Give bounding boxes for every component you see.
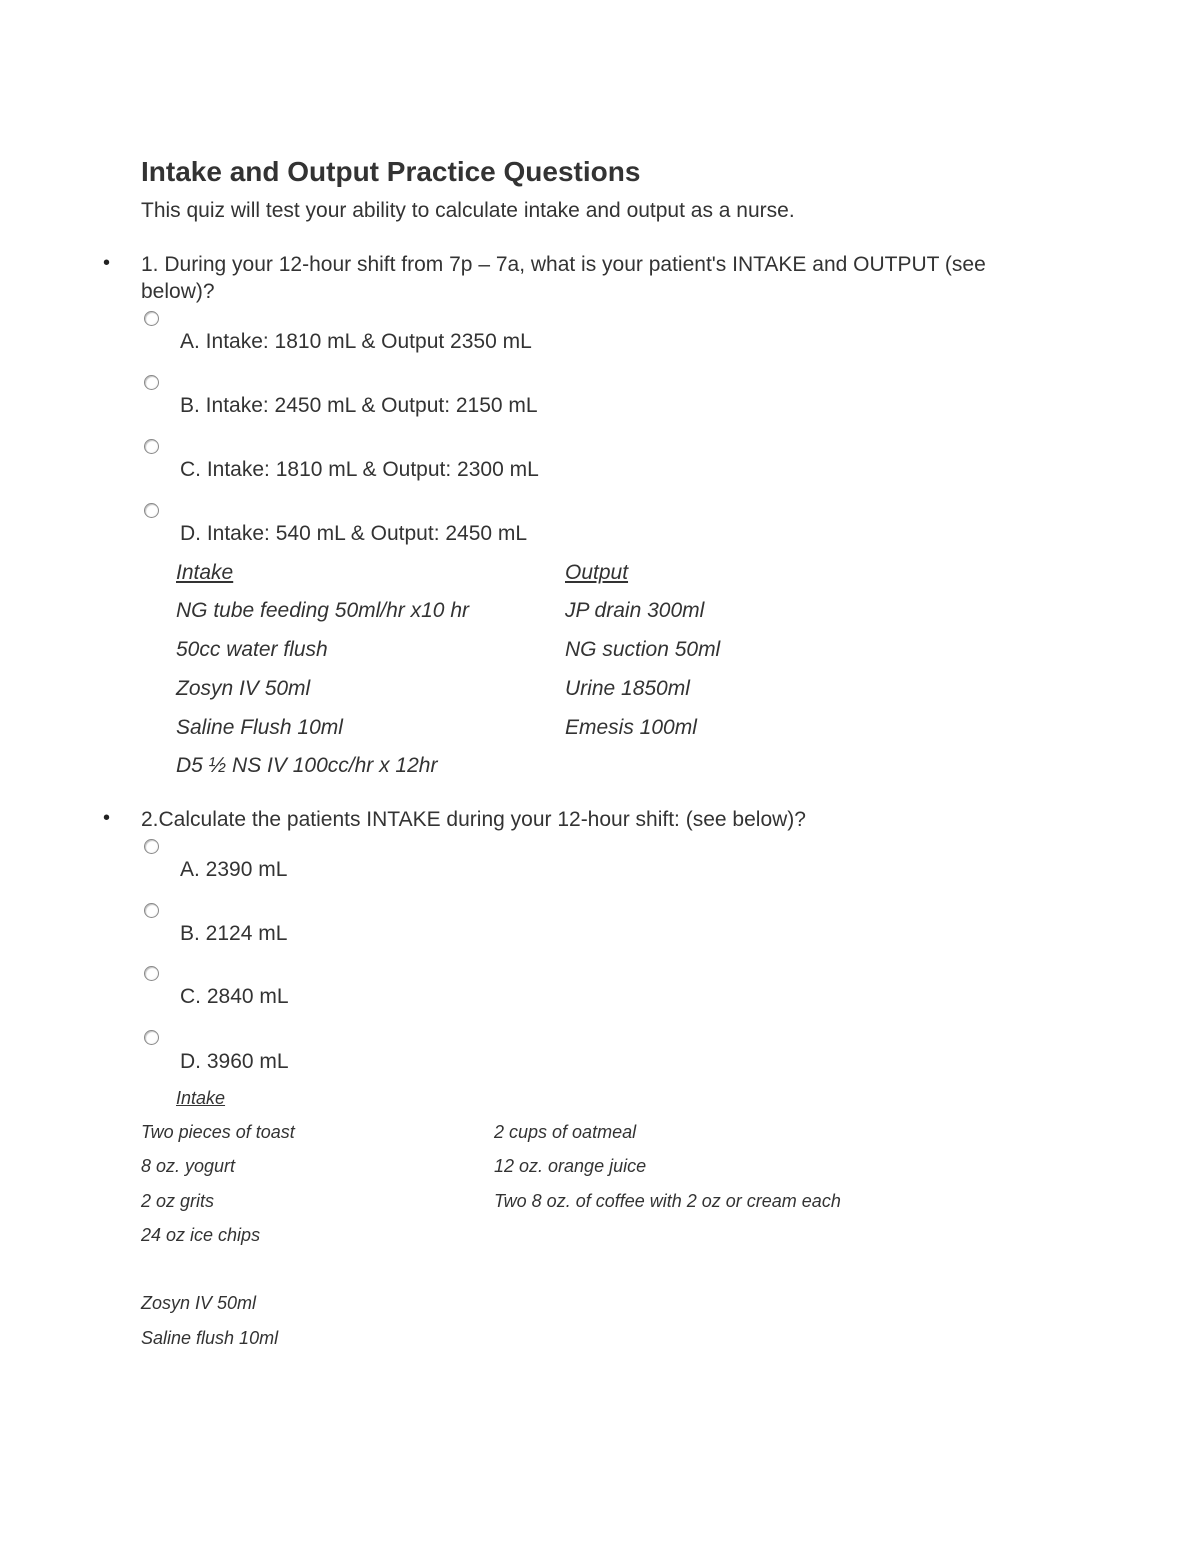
radio-q2-d[interactable] (144, 1030, 159, 1045)
q2-intake-item: Two 8 oz. of coffee with 2 oz or cream each (494, 1191, 841, 1211)
q1-output-item: NG suction 50ml (565, 638, 721, 661)
option-q2-b: B. 2124 mL (180, 922, 288, 945)
q2-intake-item: 2 oz grits (141, 1191, 215, 1211)
radio-q1-b[interactable] (144, 375, 159, 390)
radio-q1-a[interactable] (144, 311, 159, 326)
bullet-icon: • (103, 252, 111, 274)
q2-intake-item: Saline flush 10ml (141, 1328, 279, 1348)
q2-intake-item: 24 oz ice chips (141, 1225, 261, 1245)
radio-q2-a[interactable] (144, 839, 159, 854)
option-q2-c: C. 2840 mL (180, 985, 289, 1008)
option-q2-d: D. 3960 mL (180, 1050, 289, 1073)
q1-intake-item: Zosyn IV 50ml (176, 677, 311, 700)
radio-q2-b[interactable] (144, 903, 159, 918)
option-q1-d: D. Intake: 540 mL & Output: 2450 mL (180, 522, 528, 545)
q2-intake-item: 8 oz. yogurt (141, 1156, 236, 1176)
radio-q1-d[interactable] (144, 503, 159, 518)
page-title: Intake and Output Practice Questions (141, 156, 641, 187)
q1-output-heading: Output (565, 561, 629, 584)
q1-output-item: Urine 1850ml (565, 677, 690, 700)
q1-intake-item: NG tube feeding 50ml/hr x10 hr (176, 599, 469, 622)
radio-q2-c[interactable] (144, 966, 159, 981)
q1-intake-heading: Intake (176, 561, 234, 584)
q2-intake-item: Zosyn IV 50ml (141, 1293, 257, 1313)
question-2-text: 2.Calculate the patients INTAKE during your 12-hour shift: (see below)? (141, 808, 806, 831)
q1-intake-item: Saline Flush 10ml (176, 716, 343, 739)
page-subtitle: This quiz will test your ability to calculate intake and output as a nurse. (141, 199, 795, 222)
q2-intake-item: Two pieces of toast (141, 1122, 295, 1142)
option-q1-a: A. Intake: 1810 mL & Output 2350 mL (180, 330, 532, 353)
bullet-icon: • (103, 807, 111, 829)
radio-q1-c[interactable] (144, 439, 159, 454)
option-q1-c: C. Intake: 1810 mL & Output: 2300 mL (180, 458, 539, 481)
q2-intake-item: 2 cups of oatmeal (494, 1122, 637, 1142)
q1-output-item: JP drain 300ml (565, 599, 705, 622)
option-q1-b: B. Intake: 2450 mL & Output: 2150 mL (180, 394, 538, 417)
option-q2-a: A. 2390 mL (180, 858, 288, 881)
q2-intake-heading: Intake (176, 1088, 226, 1108)
q1-intake-item: D5 ½ NS IV 100cc/hr x 12hr (176, 754, 438, 777)
question-1-text: 1. During your 12-hour shift from 7p – 7a, what is your patient's INTAKE and OUTPUT (see below)? (141, 253, 986, 303)
q1-output-item: Emesis 100ml (565, 716, 697, 739)
q1-intake-item: 50cc water flush (176, 638, 328, 661)
q2-intake-item: 12 oz. orange juice (494, 1156, 647, 1176)
